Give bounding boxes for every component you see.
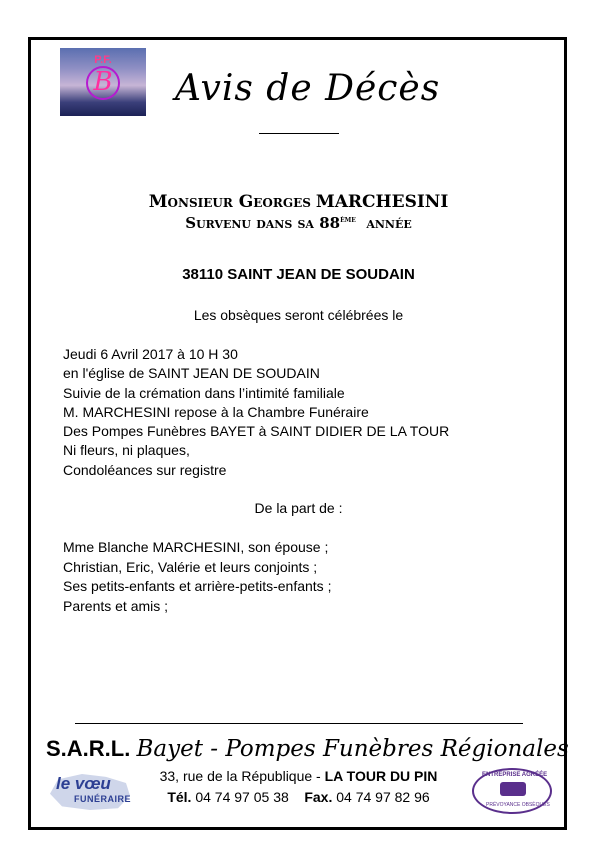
family-line: Ses petits-enfants et arrière-petits-enfants ; xyxy=(63,578,332,594)
deceased-city: 38110 SAINT JEAN DE SOUDAIN xyxy=(182,266,415,283)
surname: MARCHESINI xyxy=(315,192,449,212)
detail-line: Jeudi 6 Avril 2017 à 10 H 30 xyxy=(63,346,238,362)
pf-logo xyxy=(60,48,146,116)
company-script-name: Bayet - Pompes Funèbres Régionales xyxy=(136,736,569,762)
logo-top-text: P.F. xyxy=(94,54,112,66)
detail-line: Des Pompes Funèbres BAYET à SAINT DIDIER DE LA TOUR xyxy=(63,423,450,440)
age-line xyxy=(0,214,597,232)
name-prefix: Monsieur Georges xyxy=(148,192,311,212)
page-title: Avis de Décès xyxy=(175,68,441,109)
age-text: Survenu dans sa 88 xyxy=(185,214,341,232)
address-city: LA TOUR DU PIN xyxy=(324,768,438,784)
detail-line: Suivie de la crémation dans l’intimité familiale xyxy=(63,384,345,401)
funeraire-text: FUNÉRAIRE xyxy=(74,794,132,804)
entreprise-agreee-logo xyxy=(472,768,552,814)
detail-line: Condoléances sur registre xyxy=(63,461,227,478)
age-superscript: ème xyxy=(340,215,356,225)
title-divider xyxy=(259,133,339,134)
family-intro: De la part de : xyxy=(254,500,343,516)
family-line: Mme Blanche MARCHESINI, son épouse ; xyxy=(63,539,329,555)
agree-ring-bottom: PRÉVOYANCE OBSÈQUES xyxy=(486,802,550,808)
family-list xyxy=(63,538,331,616)
agree-ring-top: ENTREPRISE AGRÉÉE xyxy=(482,772,548,778)
agree-badge xyxy=(500,782,526,796)
tel-number: 04 74 97 05 38 xyxy=(195,789,289,805)
company-prefix: S.A.R.L. xyxy=(46,736,131,761)
ceremony-details xyxy=(63,345,449,480)
fax-number: 04 74 97 82 96 xyxy=(336,789,430,805)
family-line: Parents et amis ; xyxy=(63,597,169,614)
tel-label: Tél. xyxy=(167,789,192,805)
ceremony-intro: Les obsèques seront célébrées le xyxy=(193,307,404,323)
le-voeu-text: le vœu xyxy=(56,774,111,793)
detail-line: en l'église de SAINT JEAN DE SOUDAIN xyxy=(63,365,320,382)
company-name xyxy=(46,736,569,762)
fax-label: Fax. xyxy=(304,789,333,805)
logo-letter: B xyxy=(93,67,113,97)
footer-divider xyxy=(75,723,523,724)
family-line: Christian, Eric, Valérie et leurs conjoints ; xyxy=(63,558,318,575)
age-text-after: année xyxy=(366,214,412,232)
address-street: 33, rue de la République - xyxy=(159,768,325,784)
detail-line: Ni fleurs, ni plaques, xyxy=(63,442,190,459)
deceased-name xyxy=(0,192,597,212)
detail-line: M. MARCHESINI repose à la Chambre Funéraire xyxy=(63,403,369,420)
